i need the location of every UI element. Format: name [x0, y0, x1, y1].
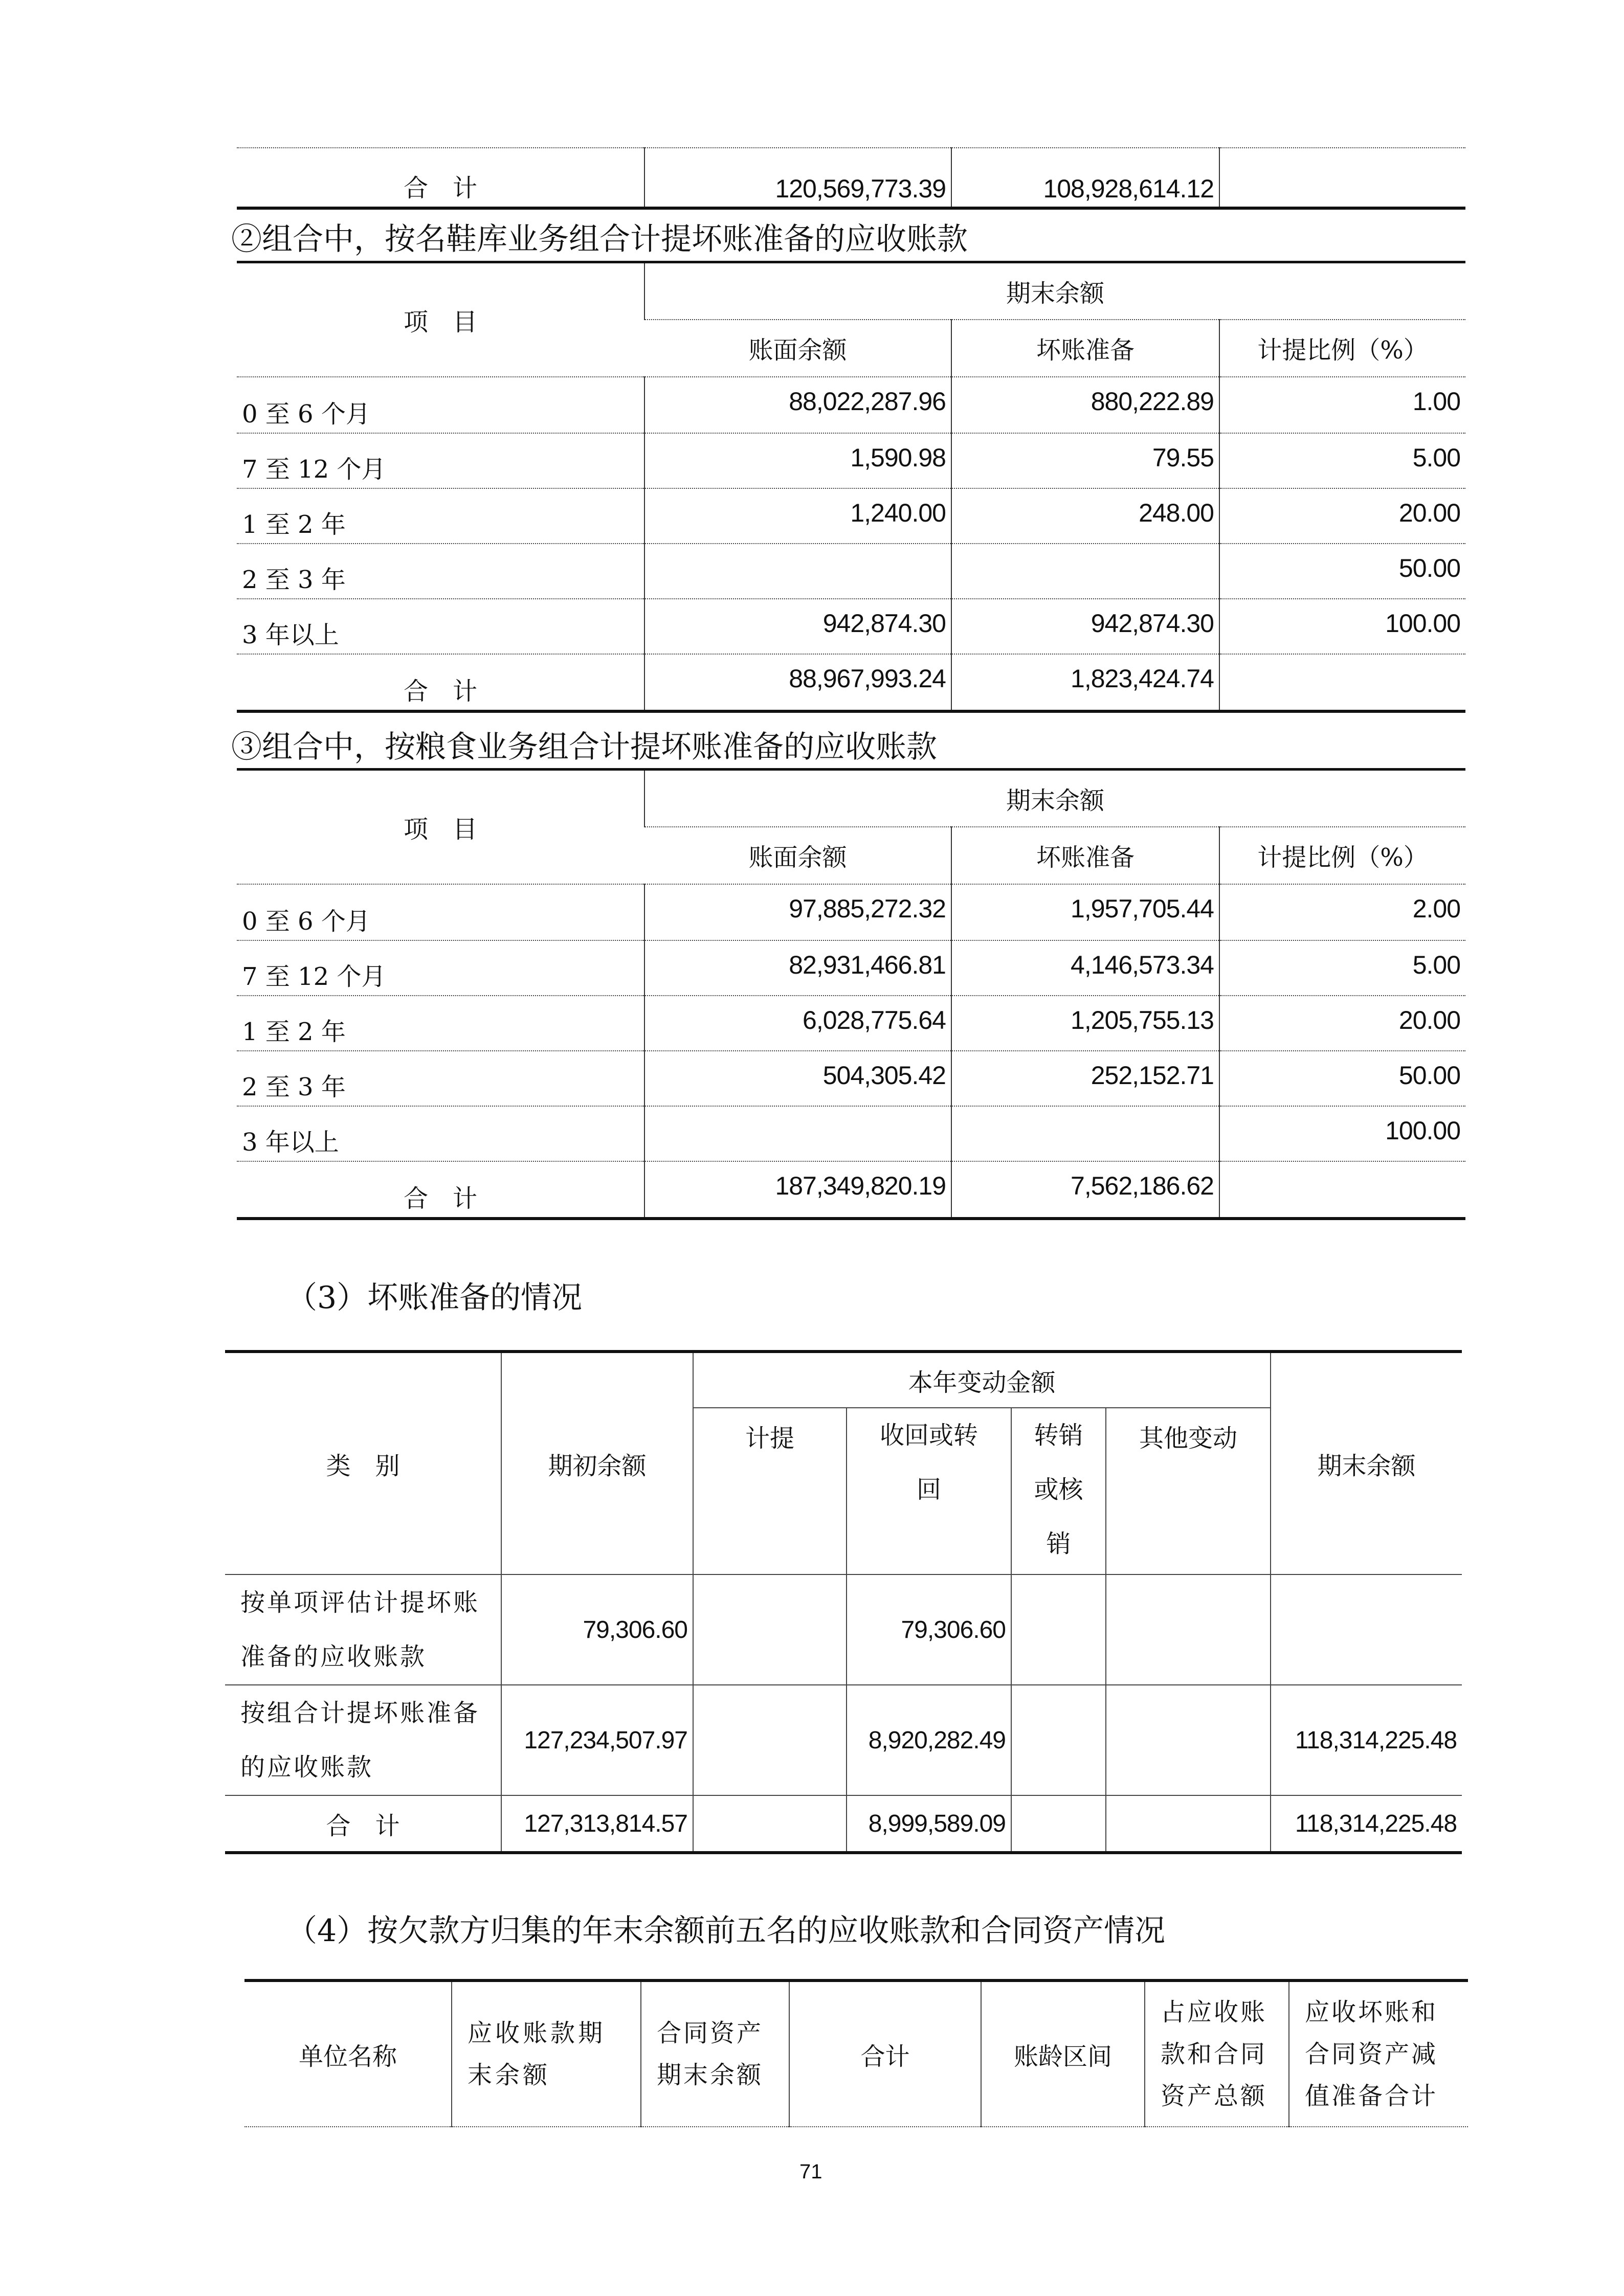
prior-table-total [237, 147, 1465, 210]
row-recovery: 79,306.60 [847, 1574, 1011, 1685]
row-ratio: 5.00 [1219, 433, 1465, 488]
table-row [237, 1051, 1465, 1106]
col-ratio: 计提比例（%） [1219, 827, 1465, 884]
row-provision: 252,152.71 [951, 1051, 1219, 1106]
row-provision: 942,874.30 [951, 599, 1219, 654]
total-accrual [693, 1795, 847, 1853]
table-row [237, 599, 1465, 654]
total-book-balance: 120,569,773.39 [644, 148, 951, 208]
col-ratio: 计提比例（%） [1219, 320, 1465, 377]
total-book: 88,967,993.24 [644, 654, 951, 711]
row-book: 88,022,287.96 [644, 377, 951, 433]
row-ratio: 2.00 [1219, 884, 1465, 940]
col-ar-balance: 应收账款期末余额 [452, 1980, 641, 2127]
row-book [644, 544, 951, 599]
row-writeoff [1011, 1685, 1106, 1795]
baddebt-heading: （3）坏账准备的情况 [286, 1280, 583, 1316]
row-book: 1,590.98 [644, 433, 951, 488]
row-provision [951, 544, 1219, 599]
total-book: 187,349,820.19 [644, 1161, 951, 1219]
row-ratio: 5.00 [1219, 940, 1465, 996]
row-book: 942,874.30 [644, 599, 951, 654]
row-closing [1271, 1574, 1462, 1685]
col-closing-balance: 期末余额 [1271, 1352, 1462, 1574]
row-book: 1,240.00 [644, 488, 951, 544]
total-label: 合 计 [225, 1795, 501, 1853]
shoes-aging-table [237, 261, 1465, 713]
total-label: 合 计 [237, 1161, 644, 1219]
col-aging: 账龄区间 [981, 1980, 1145, 2127]
row-other [1106, 1574, 1271, 1685]
row-opening: 127,234,507.97 [501, 1685, 693, 1795]
row-label: 7 至 12 个月 [237, 940, 644, 996]
row-provision: 1,205,755.13 [951, 996, 1219, 1051]
total-row [225, 1795, 1462, 1853]
table-row [225, 1574, 1462, 1685]
row-label: 2 至 3 年 [237, 544, 644, 599]
row-accrual [693, 1574, 847, 1685]
table-row [225, 1685, 1462, 1795]
row-book: 504,305.42 [644, 1051, 951, 1106]
row-label: 7 至 12 个月 [237, 433, 644, 488]
grain-heading: ③组合中，按粮食业务组合计提坏账准备的应收账款 [231, 729, 937, 765]
row-ratio: 50.00 [1219, 1051, 1465, 1106]
row-label: 1 至 2 年 [237, 488, 644, 544]
col-bad-debt-provision: 坏账准备 [951, 320, 1219, 377]
row-label: 1 至 2 年 [237, 996, 644, 1051]
col-category: 类 别 [225, 1352, 501, 1574]
col-unit-name: 单位名称 [244, 1980, 452, 2127]
row-ratio: 1.00 [1219, 377, 1465, 433]
row-label: 按单项评估计提坏账准备的应收账款 [225, 1574, 501, 1685]
col-share: 占应收账款和合同资产总额 [1145, 1980, 1289, 2127]
total-ratio [1219, 148, 1465, 208]
row-book: 82,931,466.81 [644, 940, 951, 996]
total-row [237, 1161, 1465, 1219]
row-book [644, 1106, 951, 1161]
col-item: 项 目 [237, 262, 644, 377]
row-closing: 118,314,225.48 [1271, 1685, 1462, 1795]
row-ratio: 20.00 [1219, 488, 1465, 544]
row-accrual [693, 1685, 847, 1795]
total-opening: 127,313,814.57 [501, 1795, 693, 1853]
table-row [237, 940, 1465, 996]
table-row [237, 1106, 1465, 1161]
row-writeoff [1011, 1574, 1106, 1685]
col-provision-total: 应收坏账和合同资产减值准备合计 [1289, 1980, 1468, 2127]
row-provision: 248.00 [951, 488, 1219, 544]
row-provision: 880,222.89 [951, 377, 1219, 433]
total-ratio [1219, 654, 1465, 711]
row-book: 6,028,775.64 [644, 996, 951, 1051]
col-recovery: 收回或转回 [847, 1408, 1011, 1574]
col-other-change: 其他变动 [1106, 1408, 1271, 1574]
table-row [237, 488, 1465, 544]
row-label: 3 年以上 [237, 1106, 644, 1161]
topfive-table [244, 1979, 1468, 2127]
col-total: 合计 [789, 1980, 981, 2127]
row-label: 2 至 3 年 [237, 1051, 644, 1106]
total-provision: 7,562,186.62 [951, 1161, 1219, 1219]
total-label: 合 计 [237, 654, 644, 711]
col-bad-debt-provision: 坏账准备 [951, 827, 1219, 884]
col-book-balance: 账面余额 [644, 827, 951, 884]
col-item: 项 目 [237, 770, 644, 884]
row-opening: 79,306.60 [501, 1574, 693, 1685]
col-book-balance: 账面余额 [644, 320, 951, 377]
col-writeoff: 转销或核销 [1011, 1408, 1106, 1574]
row-ratio: 100.00 [1219, 599, 1465, 654]
table-row [237, 544, 1465, 599]
shoes-heading: ②组合中，按名鞋库业务组合计提坏账准备的应收账款 [231, 221, 968, 257]
table-row [237, 433, 1465, 488]
row-provision: 4,146,573.34 [951, 940, 1219, 996]
table-row [237, 377, 1465, 433]
row-provision: 79.55 [951, 433, 1219, 488]
row-ratio: 50.00 [1219, 544, 1465, 599]
page-number: 71 [799, 2160, 822, 2183]
row-recovery: 8,920,282.49 [847, 1685, 1011, 1795]
total-recovery: 8,999,589.09 [847, 1795, 1011, 1853]
row-ratio: 20.00 [1219, 996, 1465, 1051]
grain-aging-table [237, 768, 1465, 1220]
table-row [237, 996, 1465, 1051]
total-label: 合 计 [237, 148, 644, 208]
total-ratio [1219, 1161, 1465, 1219]
row-provision [951, 1106, 1219, 1161]
topfive-heading: （4）按欠款方归集的年末余额前五名的应收账款和合同资产情况 [286, 1913, 1166, 1949]
row-label: 0 至 6 个月 [237, 377, 644, 433]
row-label: 0 至 6 个月 [237, 884, 644, 940]
total-provision: 1,823,424.74 [951, 654, 1219, 711]
row-provision: 1,957,705.44 [951, 884, 1219, 940]
row-ratio: 100.00 [1219, 1106, 1465, 1161]
col-change-group: 本年变动金额 [693, 1352, 1271, 1408]
total-closing: 118,314,225.48 [1271, 1795, 1462, 1853]
col-accrual: 计提 [693, 1408, 847, 1574]
row-label: 3 年以上 [237, 599, 644, 654]
total-writeoff [1011, 1795, 1106, 1853]
col-contract-assets: 合同资产期末余额 [641, 1980, 789, 2127]
row-book: 97,885,272.32 [644, 884, 951, 940]
total-row [237, 654, 1465, 711]
row-label: 按组合计提坏账准备的应收账款 [225, 1685, 501, 1795]
col-period-end-balance: 期末余额 [644, 770, 1465, 827]
row-other [1106, 1685, 1271, 1795]
total-other [1106, 1795, 1271, 1853]
col-opening-balance: 期初余额 [501, 1352, 693, 1574]
total-provision: 108,928,614.12 [951, 148, 1219, 208]
baddebt-table [225, 1350, 1462, 1854]
table-row [237, 884, 1465, 940]
col-period-end-balance: 期末余额 [644, 262, 1465, 320]
